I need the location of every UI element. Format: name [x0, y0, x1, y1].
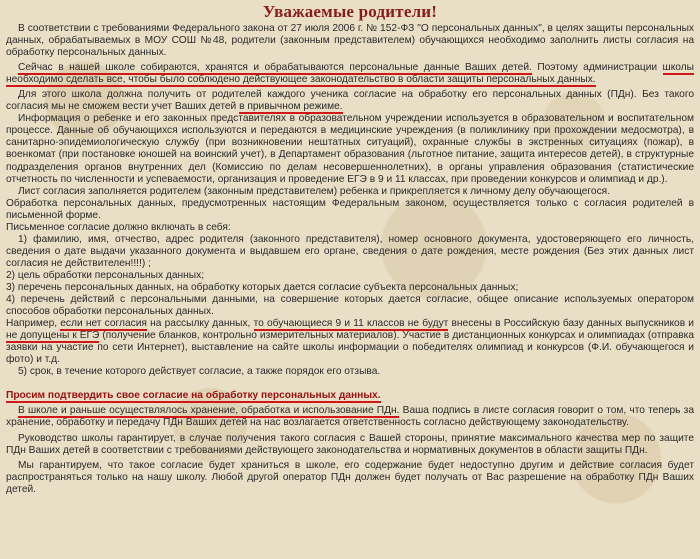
text-fragment: Поэтому администрации — [531, 62, 663, 74]
paragraph-storage: Мы гарантируем, что такое согласие будет храниться в школе, его содержание будет недоступно другим и действие согласия будет распространяться только на нашу школу. Любой другой оператор ПДн должен будет получать от Вас разрешение на обработку ПДн Ваших детей. — [6, 459, 694, 495]
paragraph-data-collection — [6, 62, 694, 86]
paragraph-guarantee: Руководство школы гарантирует, в случае получения такого согласия с Вашей стороны, принятие максимального качества мер по защите ПДн Ваших детей в соответствии с требованиями действующего законодательства и нормативных документов в области защиты ПДн. — [6, 432, 694, 456]
paragraph-example — [6, 318, 694, 366]
text-fragment: внесены в Российскую базу данных выпускников и — [448, 318, 694, 330]
confirm-heading: Просим подтвердить свое согласие на обработку персональных данных. — [6, 390, 381, 402]
paragraph-info-usage: Информация о ребенке и его законных представителях в образовательном учреждении используется в образовательном и воспитательном процессе. Данные об обучающихся используются и передаются в медицинские учреждения (в поликлинику при прохождении медосмотра), в санитарно-эпидемиологическую службу (при возникновении нештатных ситуаций), охранные службы в экстренных ситуациях (пожар), в военкомат (при постановке юношей на воинский учет), в Департамент образования (льготное питание, защита интересов детей), в структурные подразделения органов внутренних дел (Комиссию по делам несовершеннолетних), в органы управления образования (статистические отчетность по численности и успеваемости, организация и проведение ЕГЭ в 9 и 11 классах, при проведении конкурсов и олимпиад и др.). — [6, 113, 694, 185]
text-fragment: на рассылку данных, — [146, 318, 254, 330]
list-item-5: 5) срок, в течение которого действует согласие, а также порядок его отзыва. — [18, 366, 381, 378]
underlined-phrase-usual-mode: в привычном режиме. — [239, 101, 343, 113]
underlined-phrase-no-consent: если нет согласия — [60, 318, 147, 330]
paragraph-law: В соответствии с требованиями Федерального закона от 27 июля 2006 г. № 152-ФЗ "О персональных данных", в целях защиты персональных данных, обрабатываемых в МОУ СОШ №48, родители (законным представителем) обучающихся необходимо заполнить листы согласия на обработку персональных данных. — [6, 23, 694, 59]
underlined-phrase-students-not: то обучающиеся 9 и 11 классов не будут — [253, 318, 449, 330]
text-fragment: Ваша подпись в листе согласия говорит о том, что теперь за хранение, обработку и передачу ПДн Ваших детей на нас возлагается ответственность согласно действующему законодательству. — [6, 405, 694, 429]
underlined-phrase-before: В школе и раньше осуществлялось хранение, обработка и использование ПДн. — [18, 405, 400, 417]
text-fragment: Например, — [6, 318, 61, 330]
paragraph-consent-needed — [6, 89, 694, 113]
paragraph-consent-sheet: Лист согласия заполняется родителем (законным представителем) ребенка и прикрепляется к личному делу обучающегося. — [18, 185, 611, 197]
list-item-1: 1) фамилию, имя, отчество, адрес родителя (законного представителя), номер основного документа, удостоверяющего его личность, сведения о дате выдачи указанного документа и выдавшем его органе, сведения о дате рождения, месте рождения (Без этих данных лист согласия не действителен!!!!) ; — [6, 233, 694, 269]
paragraph-list-intro: Письменное согласие должно включать в себя: — [6, 221, 231, 233]
underlined-phrase-data-stored: Сейчас в нашей школе собираются, хранятся и обрабатываются персональные данные Ваших детей. — [18, 62, 532, 74]
underlined-phrase-not-admitted: не допущены к ЕГЭ — [6, 330, 100, 342]
page-title: Уважаемые родители! — [262, 2, 438, 21]
paragraph-confirm — [6, 390, 694, 402]
list-item-2: 2) цель обработки персональных данных; — [6, 269, 205, 281]
text-fragment: (получение бланков, контрольно измерительных материалов). Участие в дистанционных конкурсах и олимпиадах (отправка заявки на участие по сети Интернет), выставление на сайте школы информации о победителях олимпиад и конкурсов (Ф.И. обучающегося и фото) и т.д. — [6, 330, 694, 366]
list-item-4: 4) перечень действий с персональными данными, на совершение которых дается согласие, общее описание используемых оператором способов обработки персональных данных. — [6, 294, 694, 318]
list-item-3: 3) перечень персональных данных, на обработку которых дается согласие субъекта персональных данных; — [6, 281, 519, 293]
underlined-phrase-legislation: школы необходимо сделать все, чтобы было соблюдено действующее законодательство в области защиты персональных данных. — [6, 62, 694, 86]
paragraph-written-consent: Обработка персональных данных, предусмотренных настоящим Федеральным законом, осуществляется только с согласия родителей в письменной форме. — [6, 197, 694, 221]
paragraph-responsibility — [6, 405, 694, 429]
text-fragment: Для этого школа должна получить от родителей каждого ученика согласие на обработку его персональных данных (ПДн). Без такого согласия мы не сможем вести учет Ваших детей — [6, 89, 694, 113]
